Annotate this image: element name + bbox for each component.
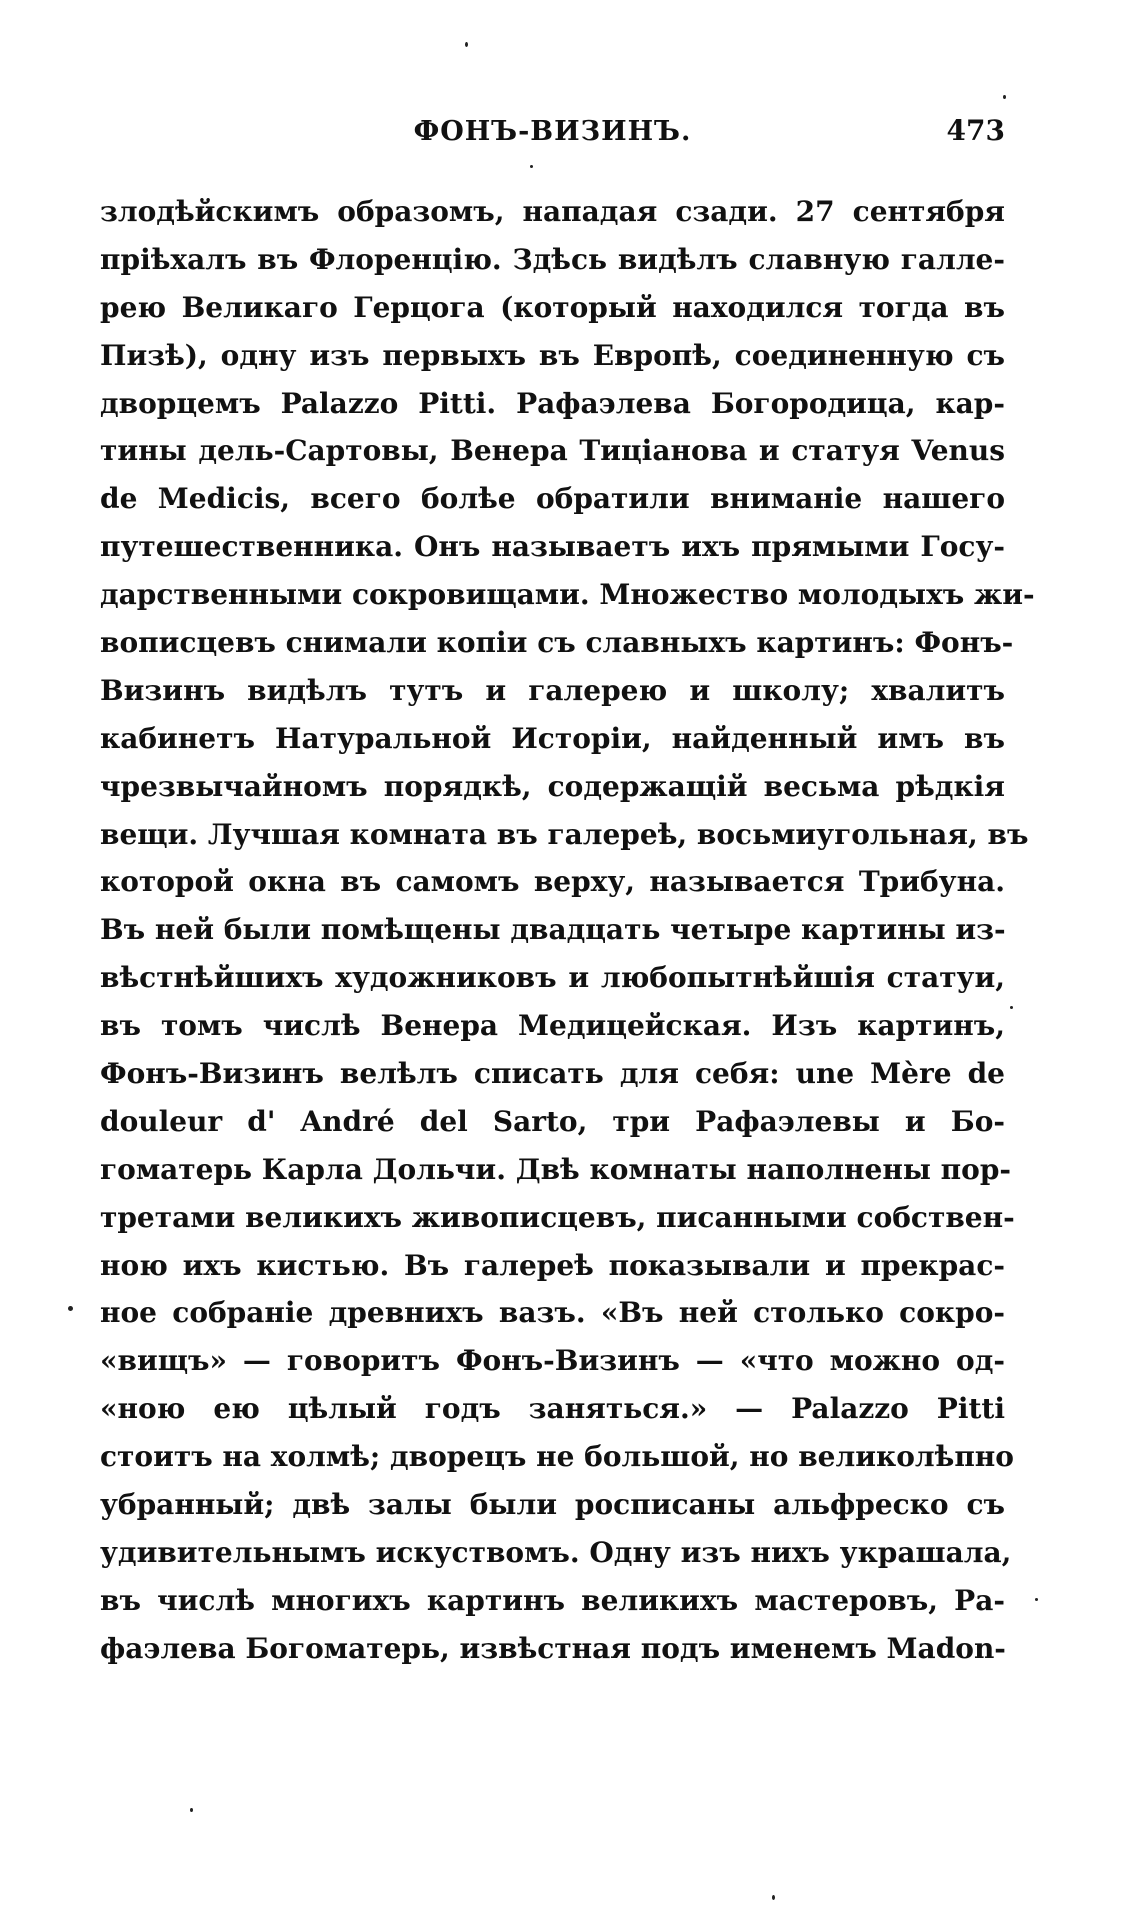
scan-speck bbox=[530, 165, 533, 168]
running-title: ФОНЪ-ВИЗИНЪ. bbox=[413, 116, 692, 147]
running-head bbox=[100, 112, 1005, 152]
scan-speck bbox=[190, 1808, 193, 1812]
text-line: вописцевъ снимали копіи съ славныхъ картинъ: Фонъ- bbox=[100, 626, 1014, 660]
text-line: стоитъ на холмѣ; дворецъ не большой, но великолѣпно bbox=[100, 1440, 1014, 1474]
text-line: Пизѣ), одну изъ первыхъ въ Европѣ, соединенную съ bbox=[100, 338, 1005, 372]
text-line: вещи. Лучшая комната въ галереѣ, восьмиугольная, въ bbox=[100, 817, 1029, 851]
text-line: ное собраніе древнихъ вазъ. «Въ ней столько сокро- bbox=[100, 1296, 1005, 1330]
text-line: дворцемъ Palazzo Pitti. Рафаэлева Богородица, кар- bbox=[100, 386, 1005, 420]
text-line: «ною ею цѣлый годъ заняться.» — Palazzo Pitti bbox=[100, 1392, 1005, 1426]
scan-speck bbox=[1010, 1006, 1013, 1009]
text-line: убранный; двѣ залы были росписаны альфреско съ bbox=[100, 1488, 1005, 1522]
text-line: douleur d' André del Sarto, три Рафаэлевы и Бо- bbox=[100, 1104, 1005, 1138]
scan-speck bbox=[1003, 95, 1006, 99]
scan-speck bbox=[1035, 1598, 1038, 1601]
text-line: «вищъ» — говоритъ Фонъ-Визинъ — «что можно од- bbox=[100, 1344, 1005, 1378]
scan-speck bbox=[465, 42, 468, 47]
text-line: пріѣхалъ въ Флоренцію. Здѣсь видѣлъ славную галле- bbox=[100, 242, 1005, 276]
text-line: рею Великаго Герцога (который находился тогда въ bbox=[100, 290, 1005, 324]
text-line: путешественника. Онъ называетъ ихъ прямыми Госу- bbox=[100, 530, 1005, 564]
page-number: 473 bbox=[946, 114, 1005, 147]
scan-speck bbox=[772, 1895, 775, 1900]
text-line: кабинетъ Натуральной Исторіи, найденный имъ въ bbox=[100, 721, 1005, 755]
scan-speck bbox=[68, 1306, 73, 1311]
text-line: Фонъ-Визинъ велѣлъ списать для себя: une Mère de bbox=[100, 1057, 1005, 1091]
text-line: злодѣйскимъ образомъ, нападая сзади. 27 сентября bbox=[100, 195, 1005, 228]
text-line: Визинъ видѣлъ тутъ и галерею и школу; хвалитъ bbox=[100, 673, 1005, 707]
text-line: въ числѣ многихъ картинъ великихъ мастеровъ, Ра- bbox=[100, 1583, 1005, 1617]
text-line: дарственными сокровищами. Множество молодыхъ жи- bbox=[100, 578, 1035, 612]
text-line: въ томъ числѣ Венера Медицейская. Изъ картинъ, bbox=[100, 1009, 1005, 1043]
body-text bbox=[100, 188, 1035, 1673]
text-line: de Medicis, всего болѣе обратили вниманіе нашего bbox=[100, 482, 1005, 516]
text-line: гоматерь Карла Дольчи. Двѣ комнаты наполнены пор- bbox=[100, 1152, 1012, 1186]
text-line: ною ихъ кистью. Въ галереѣ показывали и прекрас- bbox=[100, 1248, 1005, 1282]
text-line: чрезвычайномъ порядкѣ, содержащій весьма рѣдкія bbox=[100, 769, 1005, 803]
text-line: удивительнымъ искуствомъ. Одну изъ нихъ украшала, bbox=[100, 1535, 1012, 1569]
text-line: фаэлева Богоматерь, извѣстная подъ именемъ Madon- bbox=[100, 1631, 1006, 1665]
text-line: тины дель-Сартовы, Венера Тиціанова и статуя Venus bbox=[100, 434, 1005, 468]
text-line: третами великихъ живописцевъ, писанными собствен- bbox=[100, 1200, 1015, 1234]
text-line: Въ ней были помѣщены двадцать четыре картины из- bbox=[100, 913, 1006, 947]
text-line: вѣстнѣйшихъ художниковъ и любопытнѣйшія статуи, bbox=[100, 961, 1005, 995]
text-line: которой окна въ самомъ верху, называется Трибуна. bbox=[100, 865, 1005, 899]
